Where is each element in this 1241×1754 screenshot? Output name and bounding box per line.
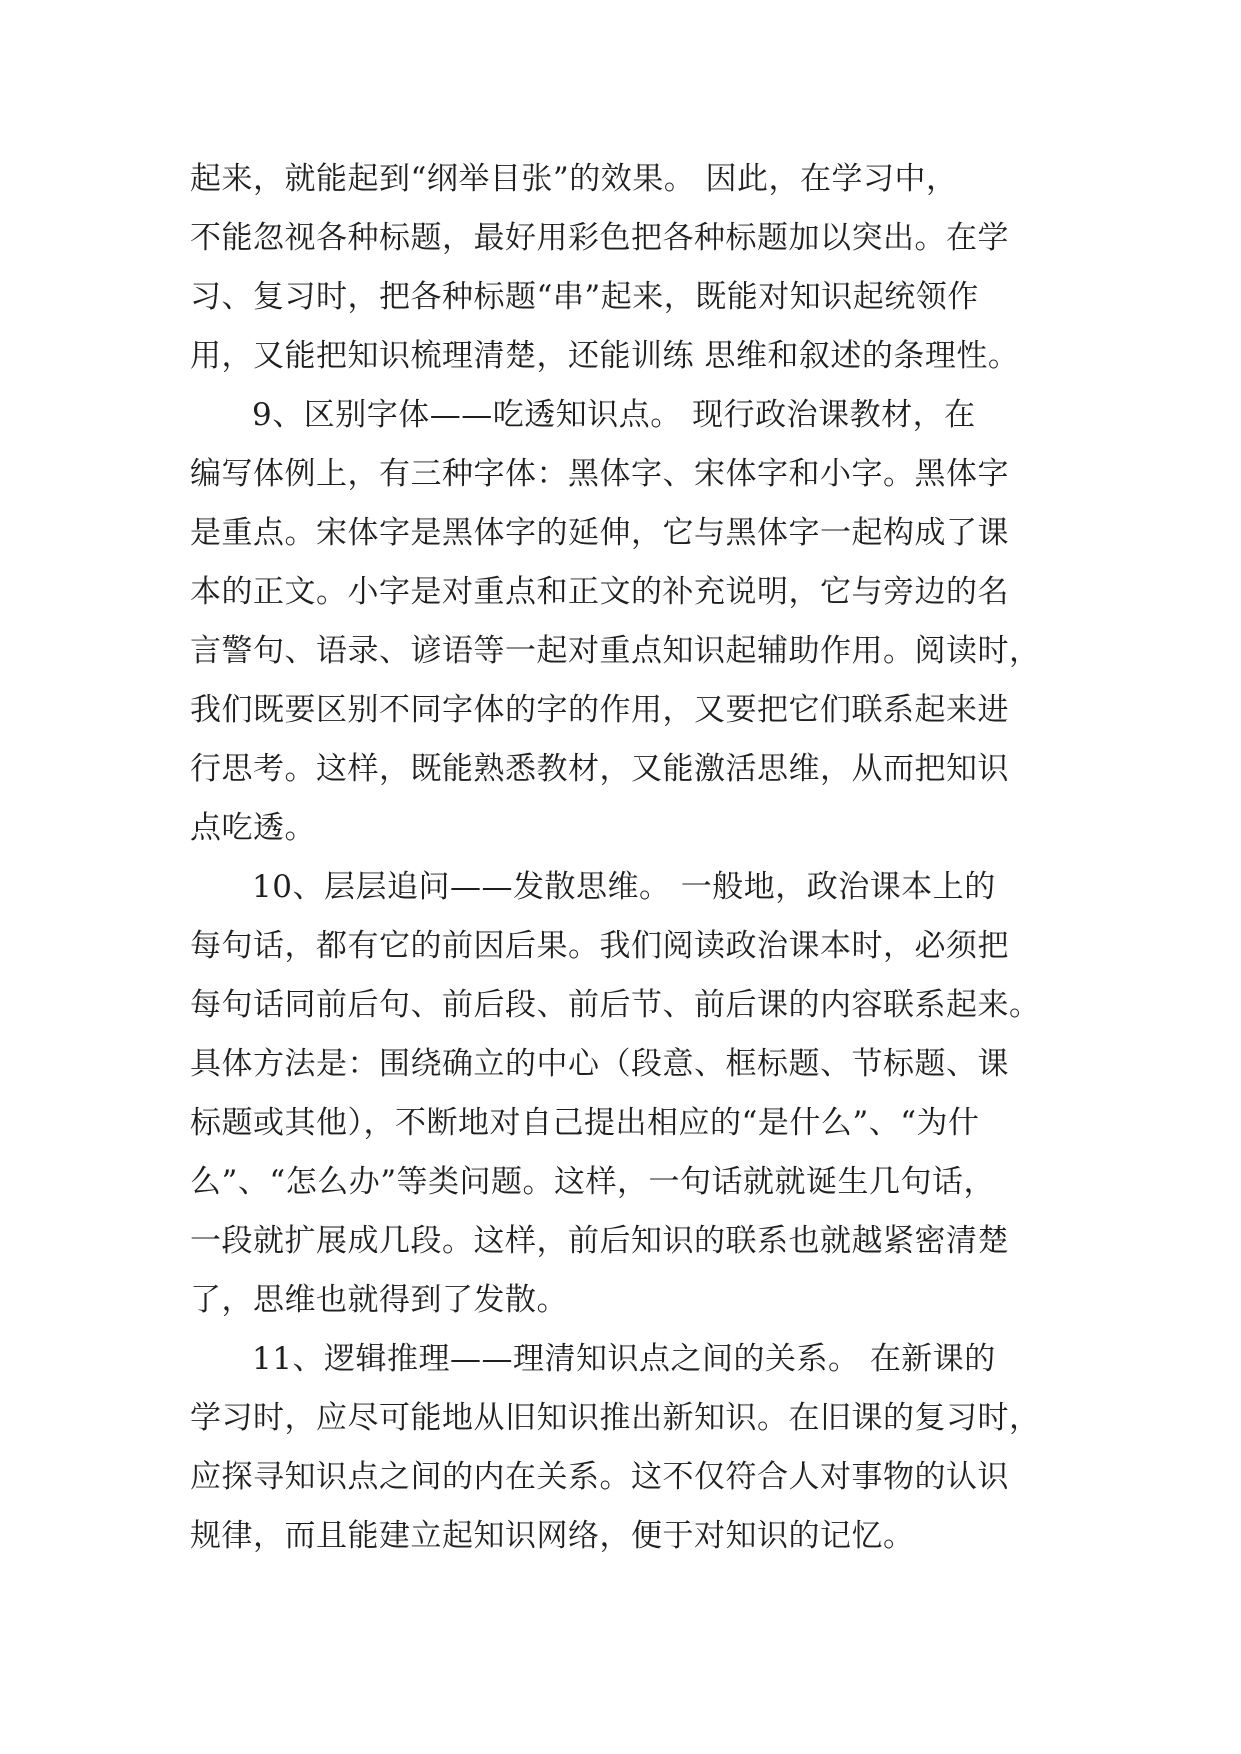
text-line: 我们既要区别不同字体的字的作用，又要把它们联系起来进: [190, 692, 1009, 728]
text-line: 学习时，应尽可能地从旧知识推出新知识。在旧课的复习时，: [190, 1400, 1041, 1436]
text-line: 9、区别字体——吃透知识点。 现行政治课教材，在: [252, 397, 976, 433]
text-line: 编写体例上，有三种字体：黑体字、宋体字和小字。黑体字: [190, 456, 1009, 492]
text-line: 行思考。这样，既能熟悉教材，又能激活思维，从而把知识: [190, 751, 1009, 787]
text-line: 起来，就能起到“纲举目张”的效果。 因此，在学习中，: [190, 161, 958, 197]
text-line: 点吃透。: [190, 810, 316, 846]
paragraph-10: [190, 858, 1070, 1330]
text-line: 11、逻辑推理——理清知识点之间的关系。 在新课的: [252, 1341, 996, 1377]
text-line: 每句话同前后句、前后段、前后节、前后课的内容联系起来。: [190, 987, 1041, 1023]
text-line: 具体方法是：围绕确立的中心（段意、框标题、节标题、课: [190, 1046, 1009, 1082]
text-line: 本的正文。小字是对重点和正文的补充说明，它与旁边的名: [190, 574, 1009, 610]
body-text: [190, 150, 1070, 1566]
text-line: 了，思维也就得到了发散。: [190, 1282, 568, 1318]
text-line: 习、复习时，把各种标题“串”起来，既能对知识起统领作: [190, 279, 979, 315]
text-line: 不能忽视各种标题，最好用彩色把各种标题加以突出。在学: [190, 220, 1009, 256]
paragraph-continuation: [190, 150, 1070, 386]
text-line: 每句话，都有它的前因后果。我们阅读政治课本时，必须把: [190, 928, 1009, 964]
text-line: 用，又能把知识梳理清楚，还能训练 思维和叙述的条理性。: [190, 338, 1020, 374]
text-line: 规律，而且能建立起知识网络，便于对知识的记忆。: [190, 1518, 915, 1554]
paragraph-9: [190, 386, 1070, 858]
text-line: 一段就扩展成几段。这样，前后知识的联系也就越紧密清楚: [190, 1223, 1009, 1259]
text-line: 应探寻知识点之间的内在关系。这不仅符合人对事物的认识: [190, 1459, 1009, 1495]
paragraph-11: [190, 1330, 1070, 1566]
text-line: 言警句、语录、谚语等一起对重点知识起辅助作用。阅读时，: [190, 633, 1041, 669]
text-line: 是重点。宋体字是黑体字的延伸，它与黑体字一起构成了课: [190, 515, 1009, 551]
text-line: 么”、“怎么办”等类问题。这样，一句话就就诞生几句话，: [190, 1164, 996, 1200]
text-line: 标题或其他），不断地对自己提出相应的“是什么”、“为什: [190, 1105, 980, 1141]
text-line: 10、层层追问——发散思维。 一般地，政治课本上的: [252, 869, 996, 905]
